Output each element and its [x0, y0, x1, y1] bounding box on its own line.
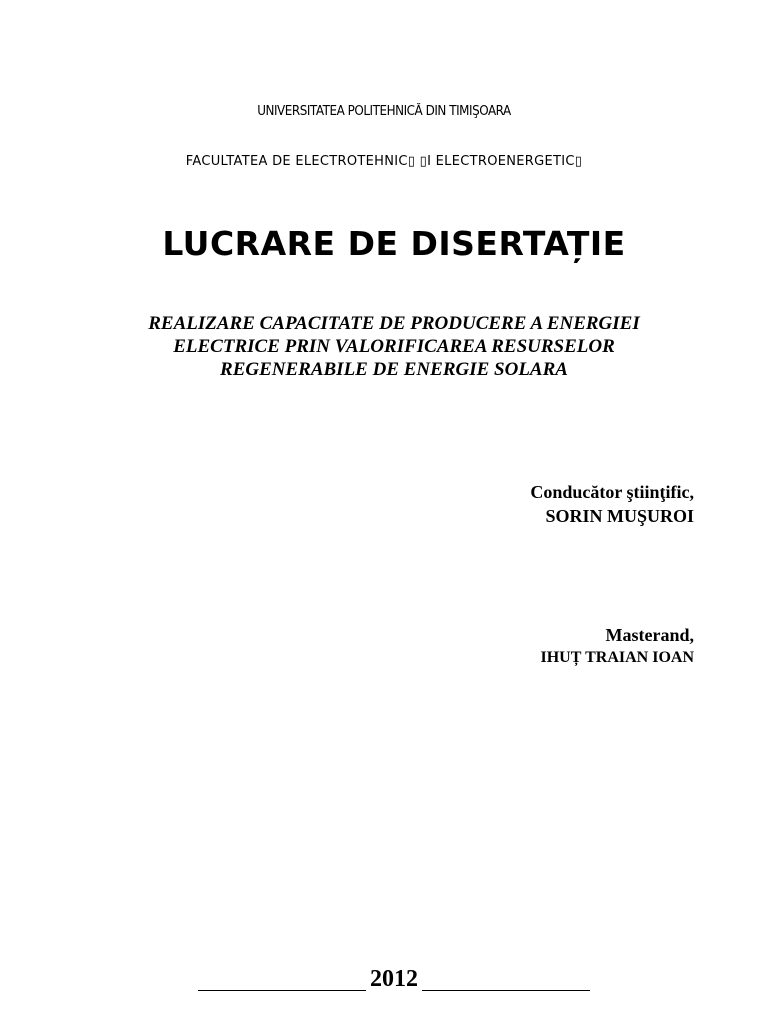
year: 2012	[370, 966, 418, 992]
supervisor-name: SORIN MUŞUROI	[545, 506, 694, 526]
thesis-title-line-1: REALIZARE CAPACITATE DE PRODUCERE A ENERGIEI	[148, 313, 640, 334]
year-line	[0, 966, 768, 993]
faculty-name: FACULTATEA DE ELECTROTEHNIC▯ ▯I ELECTROENERGETIC▯	[185, 154, 583, 169]
document-type-title: LUCRARE DE DISERTAȚIE	[162, 224, 626, 263]
left-underline	[198, 989, 366, 991]
university-name: UNIVERSITATEA POLITEHNICĂ DIN TIMIŞOARA	[257, 104, 511, 119]
student-name: IHUȚ TRAIAN IOAN	[540, 649, 694, 666]
thesis-title	[100, 312, 688, 381]
thesis-title-line-3: REGENERABILE DE ENERGIE SOLARA	[220, 359, 568, 380]
right-underline	[422, 989, 590, 991]
thesis-title-line-2: ELECTRICE PRIN VALORIFICAREA RESURSELOR	[173, 336, 615, 357]
supervisor-role: Conducător ştiinţific,	[530, 482, 694, 502]
student-role: Masterand,	[605, 625, 694, 645]
